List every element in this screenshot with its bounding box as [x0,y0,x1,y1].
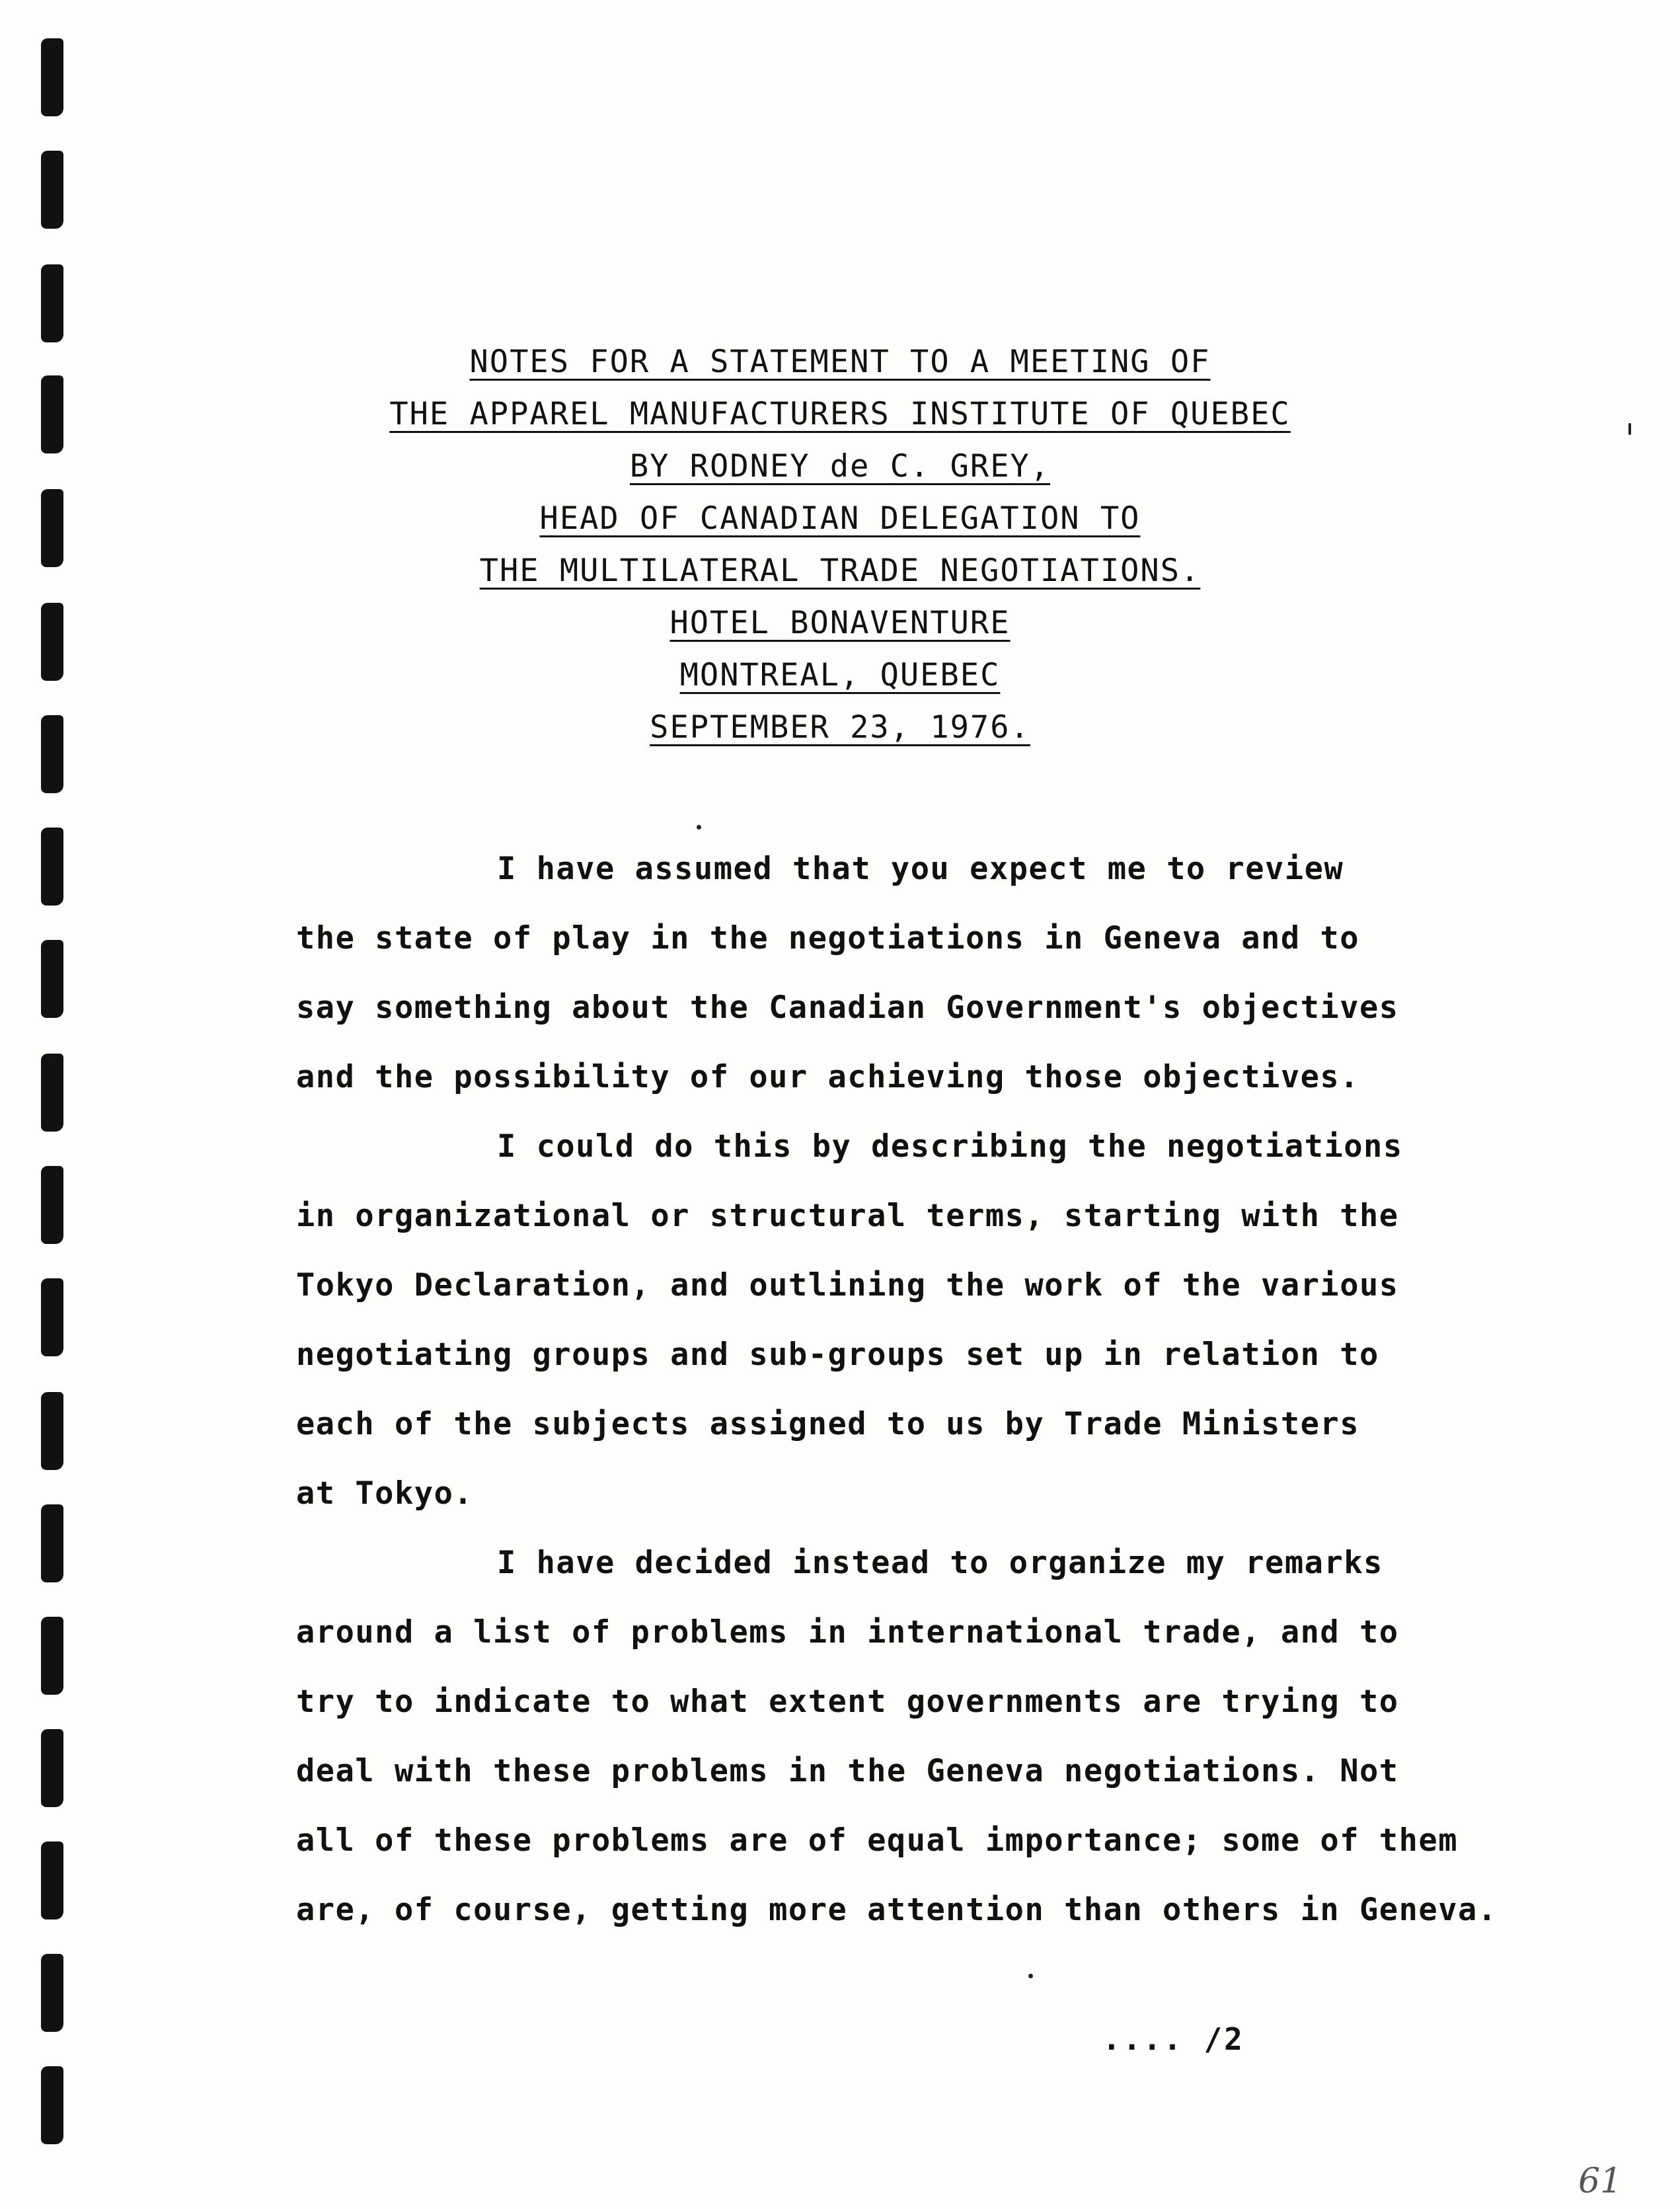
punch-mark [41,940,63,1018]
heading-line: SEPTEMBER 23, 1976. [650,709,1030,746]
punch-mark [41,1841,63,1919]
scan-speck [697,825,701,830]
heading-line: THE APPAREL MANUFACTURERS INSTITUTE OF QUEBEC [389,396,1291,432]
punch-mark [41,1166,63,1244]
punch-mark [41,38,63,116]
punch-mark [41,828,63,906]
heading-line: THE MULTILATERAL TRADE NEGOTIATIONS. [479,553,1201,589]
heading-line: BY RODNEY de C. GREY, [629,448,1051,484]
corner-handwritten-mark: 61 [1578,2161,1623,2201]
document-body [296,834,1552,1945]
punch-mark [41,1054,63,1132]
punch-mark [41,1278,63,1356]
punch-mark [41,264,63,342]
scan-speck [1028,1974,1033,1978]
body-paragraph: I have assumed that you expect me to review the state of play in the negotiations in Geneva and to say something about the Canadian Government's objectives and the possibility of our achieving those objectives. [296,851,1399,1095]
binder-punch-marks [41,0,67,2209]
punch-mark [41,1729,63,1807]
body-paragraph: I could do this by describing the negotiations in organizational or structural terms, starting with the Tokyo Declaration, and outlining the work of the various negotiating groups and sub-groups set up in relation to each of the subjects assigned to us by Trade Ministers at Tokyo. [296,1128,1403,1512]
document-heading [0,336,1680,754]
punch-mark [41,1504,63,1582]
continuation-marker: .... /2 [1102,2021,1244,2057]
heading-line: HEAD OF CANADIAN DELEGATION TO [539,500,1141,537]
punch-mark [41,1392,63,1470]
heading-line: MONTREAL, QUEBEC [679,657,1001,693]
scan-speck [1628,423,1631,435]
punch-mark [41,2066,63,2144]
heading-line: HOTEL BONAVENTURE [669,605,1011,641]
heading-line: NOTES FOR A STATEMENT TO A MEETING OF [469,344,1211,380]
body-paragraph: I have decided instead to organize my remarks around a list of problems in international trade, and to try to indicate to what extent governments are trying to deal with these problems in the Geneva negotiations. Not all of these problems are of equal importance; some of them are, of course, getting more attention than others in Geneva. [296,1545,1498,1928]
punch-mark [41,151,63,229]
punch-mark [41,1954,63,2032]
punch-mark [41,1617,63,1695]
